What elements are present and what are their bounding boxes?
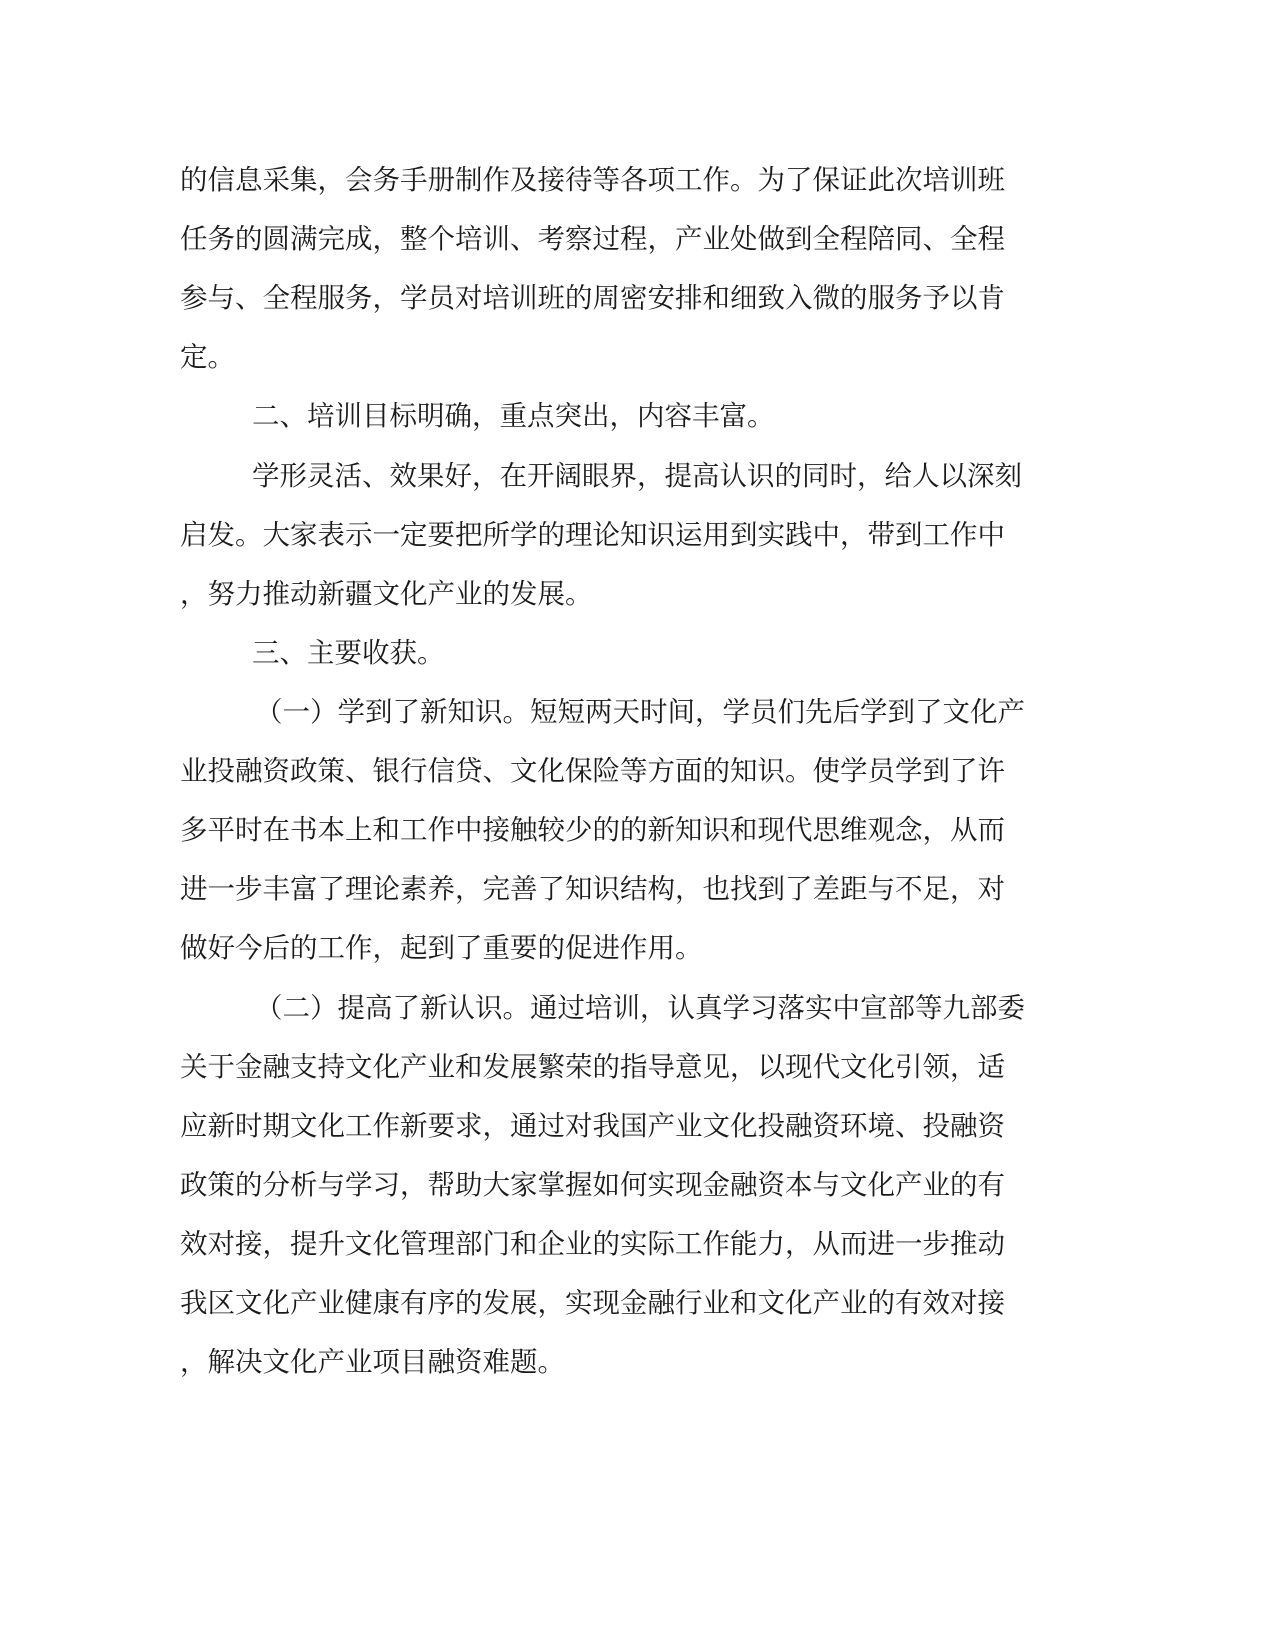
section-heading: 二、培训目标明确，重点突出，内容丰富。	[252, 400, 775, 432]
text-line: 的信息采集，会务手册制作及接待等各项工作。为了保证此次培训班	[180, 164, 1005, 196]
text-line: 多平时在书本上和工作中接触较少的的新知识和现代思维观念，从而	[180, 814, 1005, 846]
text-line: ，努力推动新疆文化产业的发展。	[180, 578, 593, 610]
text-line: 我区文化产业健康有序的发展，实现金融行业和文化产业的有效对接	[180, 1287, 1005, 1319]
text-line: 任务的圆满完成，整个培训、考察过程，产业处做到全程陪同、全程	[180, 223, 1005, 255]
text-line: 应新时期文化工作新要求，通过对我国产业文化投融资环境、投融资	[180, 1110, 1005, 1142]
text-line: ，解决文化产业项目融资难题。	[180, 1346, 565, 1378]
text-line: 关于金融支持文化产业和发展繁荣的指导意见，以现代文化引领，适	[180, 1051, 1005, 1083]
text-line: 参与、全程服务，学员对培训班的周密安排和细致入微的服务予以肯	[180, 282, 1005, 314]
text-line: 业投融资政策、银行信贷、文化保险等方面的知识。使学员学到了许	[180, 755, 1005, 787]
section-heading: 三、主要收获。	[252, 637, 445, 669]
text-line: 学形灵活、效果好，在开阔眼界，提高认识的同时，给人以深刻	[252, 460, 1022, 492]
text-line: 效对接，提升文化管理部门和企业的实际工作能力，从而进一步推动	[180, 1228, 1005, 1260]
text-line: 启发。大家表示一定要把所学的理论知识运用到实践中，带到工作中	[180, 519, 1005, 551]
text-line: （二）提高了新认识。通过培训，认真学习落实中宣部等九部委	[255, 992, 1025, 1024]
text-line: 政策的分析与学习，帮助大家掌握如何实现金融资本与文化产业的有	[180, 1169, 1005, 1201]
text-line: 定。	[180, 341, 235, 373]
text-line: （一）学到了新知识。短短两天时间，学员们先后学到了文化产	[255, 696, 1025, 728]
text-line: 做好今后的工作，起到了重要的促进作用。	[180, 932, 703, 964]
text-line: 进一步丰富了理论素养，完善了知识结构，也找到了差距与不足，对	[180, 873, 1005, 905]
